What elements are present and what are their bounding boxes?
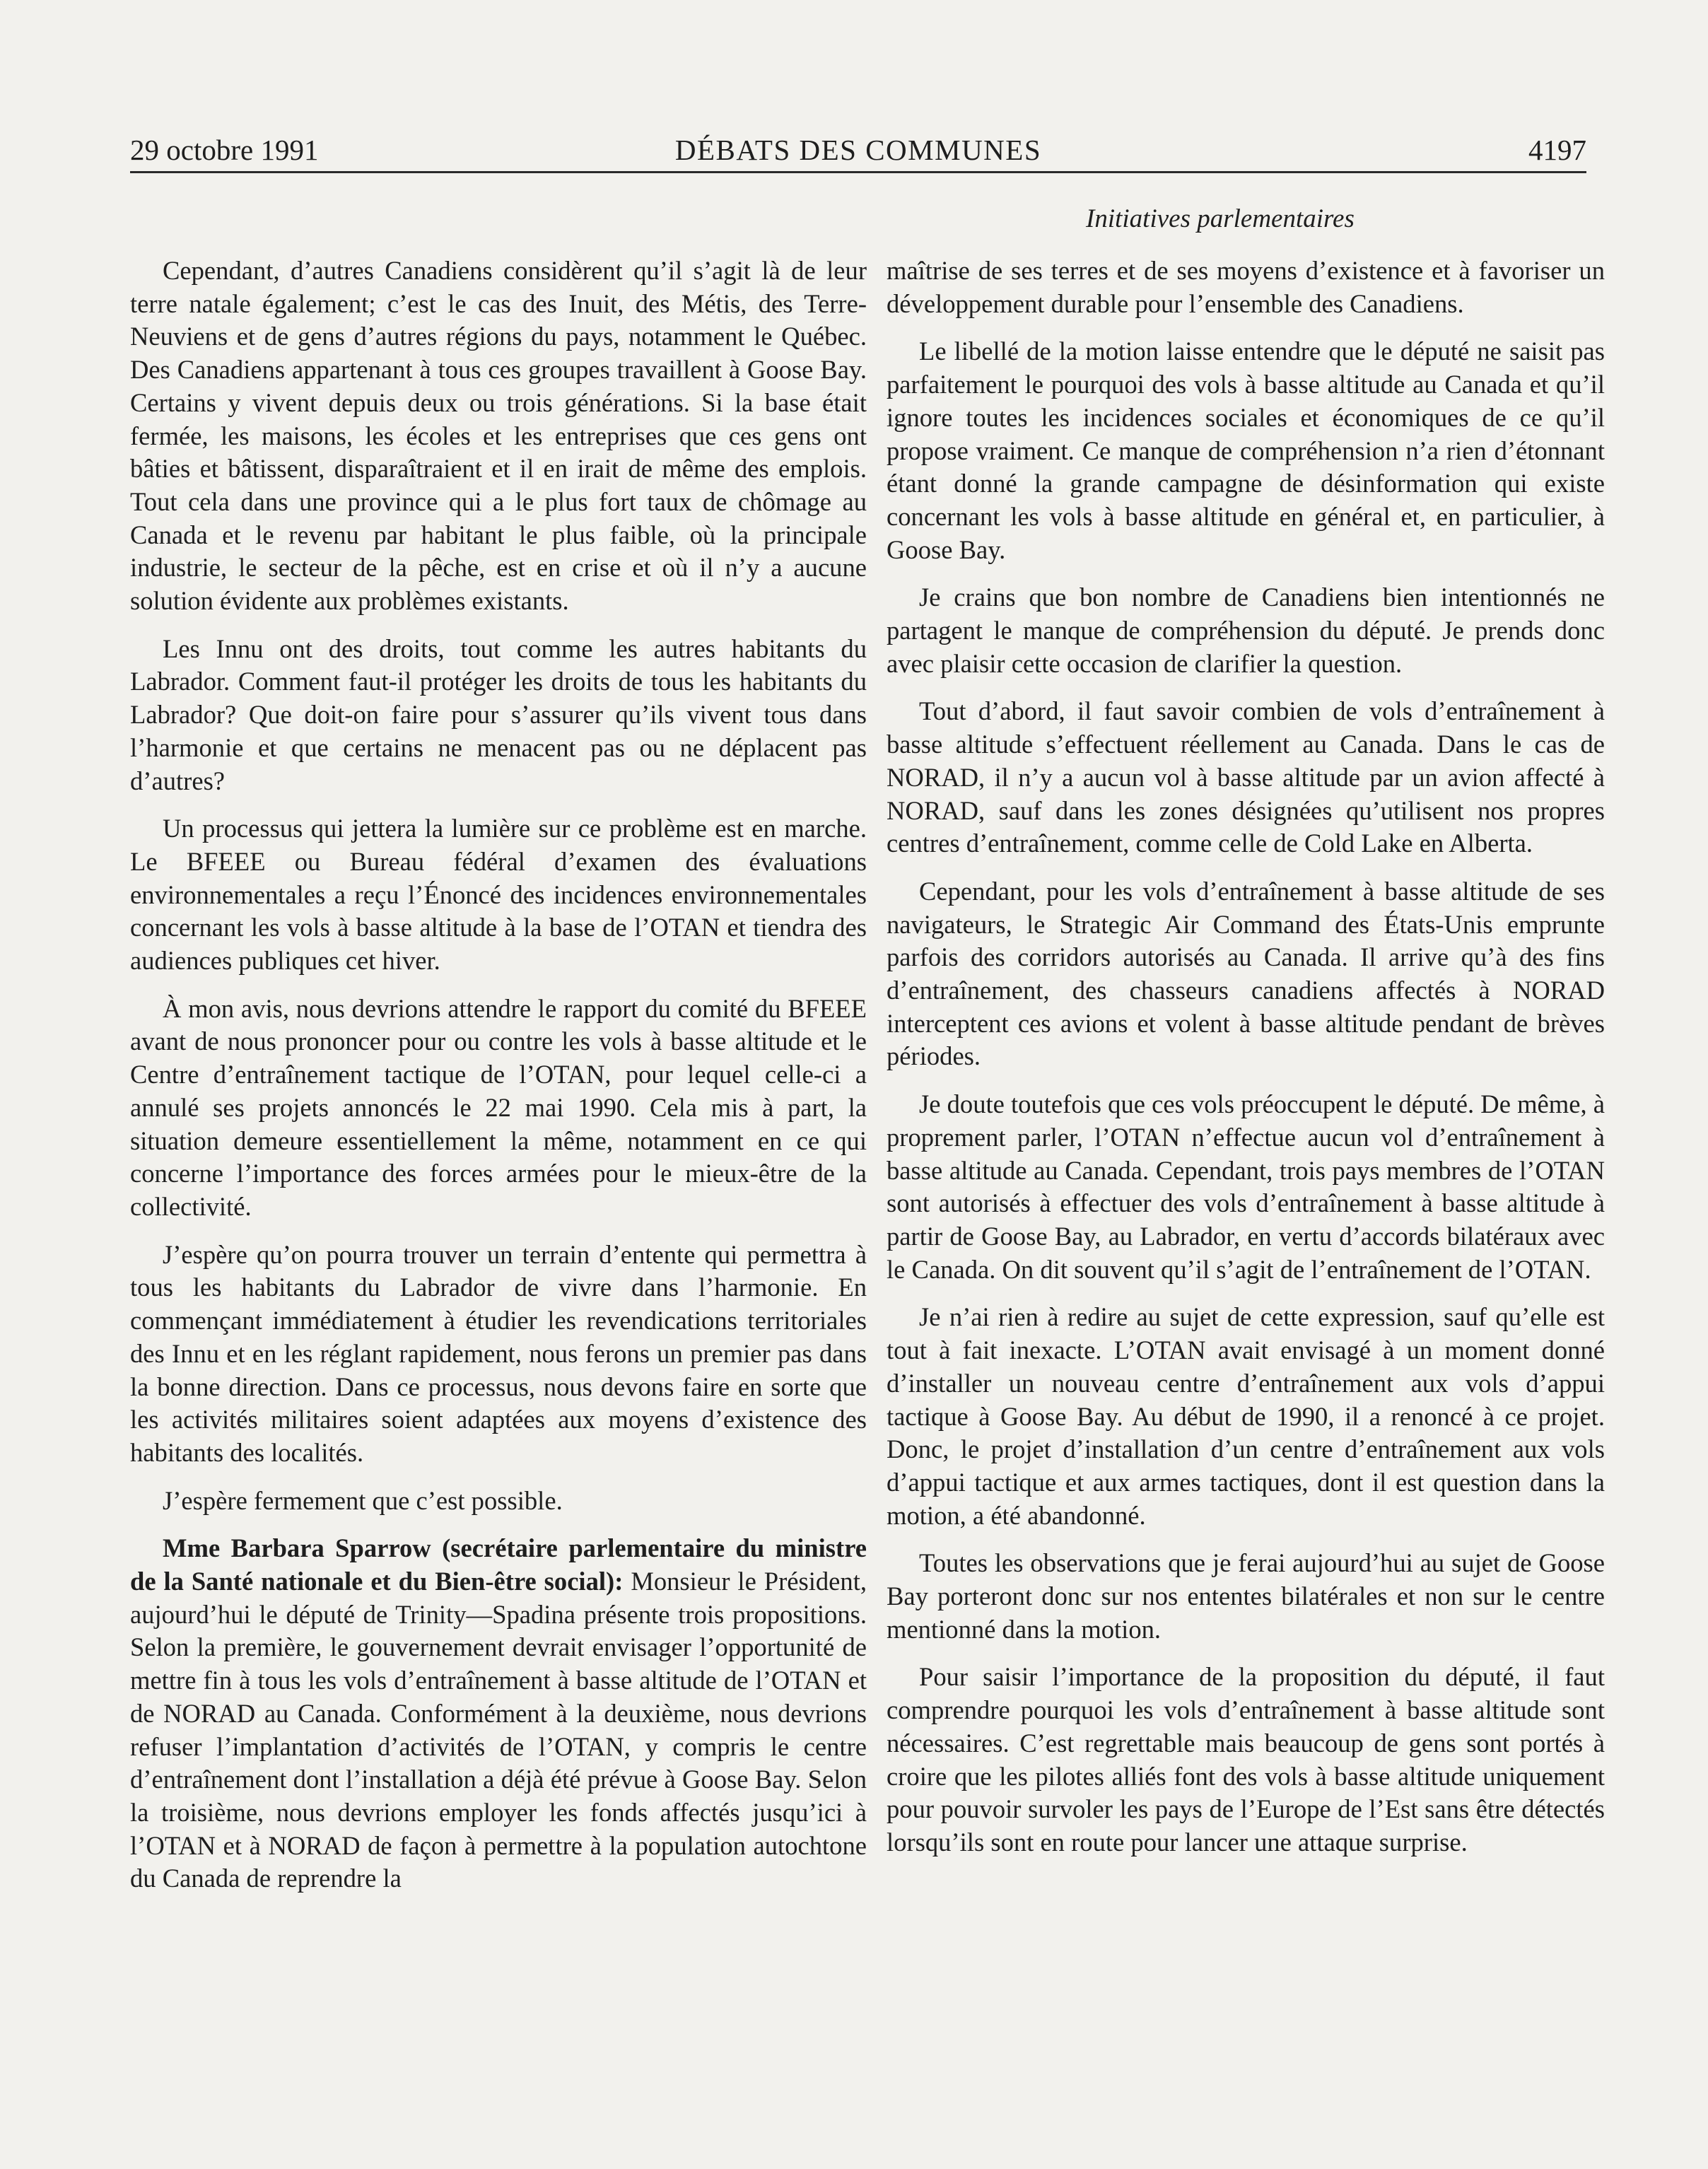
header-rule <box>130 171 1586 173</box>
paragraph: Un processus qui jettera la lumière sur ce problème est en marche. Le BFEEE ou Bureau fédéral d’examen des évaluations environnementales a reçu l’Énoncé des incidences environnementales concernant les vols à basse altitude à la base de l’OTAN et tiendra des audiences publiques cet hiver. <box>130 814 867 976</box>
page-number: 4197 <box>1528 134 1586 166</box>
paragraph: Tout d’abord, il faut savoir combien de vols d’entraînement à basse altitude s’effectuent réellement au Canada. Dans le cas de NORAD, il n’y a aucun vol à basse altitude par un avion affecté à NORAD, sauf dans les zones désignées qu’utilisent nos propres centres d’entraînement, comme celle de Cold Lake en Alberta. <box>887 696 1605 858</box>
paragraph-continued: maîtrise de ses terres et de ses moyens d’existence et à favoriser un développement durable pour l’ensemble des Canadiens. <box>887 256 1605 318</box>
speech-text: Monsieur le Président, aujourd’hui le député de Trinity—Spadina présente trois propositions. Selon la première, le gouvernement devrait envisager l’opportunité de mettre fin à tous les vols d’entraînement à basse altitude de l’OTAN et de NORAD au Canada. Conformément à la deuxième, nous devrions refuser l’implantation d’activités de l’OTAN, y compris le centre d’entraînement dont l’installation a déjà été prévue à Goose Bay. Selon la troisième, nous devrions employer les fonds affectés jusqu’ici à l’OTAN et à NORAD de façon à permettre à la population autochtone du Canada de reprendre la <box>130 1567 867 1893</box>
paragraph: Cependant, d’autres Canadiens considèrent qu’il s’agit là de leur terre natale également; c’est le cas des Inuit, des Métis, des Terre-Neuviens et de gens d’autres régions du pays, notamment le Québec. Des Canadiens appartenant à tous ces groupes travaillent à Goose Bay. Certains y vivent depuis deux ou trois générations. Si la base était fermée, les maisons, les écoles et les entreprises que ces gens ont bâties et bâtissent, disparaîtraient et il en irait de même des emplois. Tout cela dans une province qui a le plus fort taux de chômage au Canada et le revenu par habitant le plus faible, où la principale industrie, le secteur de la pêche, est en crise et où il n’y a aucune solution évidente aux problèmes existants. <box>130 256 867 616</box>
paragraph: Le libellé de la motion laisse entendre que le député ne saisit pas parfaitement le pourquoi des vols à basse altitude au Canada et qu’il ignore toutes les incidences sociales et économiques de ce qu’il propose vraiment. Ce manque de compréhension n’a rien d’étonnant étant donné la grande campagne de désinformation qui existe concernant les vols à basse altitude en général et, en particulier, à Goose Bay. <box>887 337 1605 564</box>
header-title: DÉBATS DES COMMUNES <box>674 134 1042 166</box>
paragraph: Les Innu ont des droits, tout comme les autres habitants du Labrador. Comment faut-il protéger les droits de tous les habitants du Labrador? Que doit-on faire pour s’assurer qu’ils vivent tous dans l’harmonie et que certains ne menacent pas ou ne déplacent pas d’autres? <box>130 633 867 795</box>
paragraph: Pour saisir l’importance de la proposition du député, il faut comprendre pourquoi les vols d’entraînement à basse altitude sont nécessaires. C’est regrettable mais beaucoup de gens sont portés à croire que les pilotes alliés font des vols à basse altitude uniquement pour pouvoir survoler les pays de l’Europe de l’Est sans être détectés lorsqu’ils sont en route pour lancer une attaque surprise. <box>887 1662 1605 1857</box>
paragraph: J’espère fermement que c’est possible. <box>163 1485 563 1515</box>
paragraph: Toutes les observations que je ferai aujourd’hui au sujet de Goose Bay porteront donc sur nos ententes bilatérales et non sur le centre mentionné dans la motion. <box>887 1548 1605 1644</box>
paragraph: Je n’ai rien à redire au sujet de cette expression, sauf qu’elle est tout à fait inexacte. L’OTAN avait envisagé à un moment donné d’installer un nouveau centre d’entraînement aux vols d’appui tactique à Goose Bay. Au début de 1990, il a renoncé à ce projet. Donc, le projet d’installation d’un centre d’entraînement aux vols d’appui tactique et aux armes tactiques, dont il est question dans la motion, a été abandonné. <box>887 1302 1605 1530</box>
right-column <box>887 255 1605 2022</box>
speech-paragraph <box>130 1532 867 1895</box>
paragraph: À mon avis, nous devrions attendre le rapport du comité du BFEEE avant de nous prononcer pour ou contre les vols à basse altitude et le Centre d’entraînement tactique de l’OTAN, pour lequel celle-ci a annulé ses projets annoncés le 22 mai 1990. Cela mis à part, la situation demeure essentiellement la même, notamment en ce qui concerne l’importance des forces armées pour le mieux-être de la collectivité. <box>130 993 867 1221</box>
paragraph: Cependant, pour les vols d’entraînement à basse altitude de ses navigateurs, le Strategic Air Command des États-Unis emprunte parfois des corridors autorisés au Canada. Il arrive qu’à des fins d’entraînement, des chasseurs canadiens affectés à NORAD interceptent ces avions et volent à basse altitude pendant de brèves périodes. <box>887 876 1605 1071</box>
paragraph: Je doute toutefois que ces vols préoccupent le député. De même, à proprement parler, l’OTAN n’effectue aucun vol d’entraînement à basse altitude au Canada. Cependant, trois pays membres de l’OTAN sont autorisés à effectuer des vols d’entraînement à basse altitude à partir de Goose Bay, au Labrador, en vertu d’accords bilatéraux avec le Canada. On dit souvent qu’il s’agit de l’entraînement de l’OTAN. <box>887 1089 1605 1284</box>
paragraph: Je crains que bon nombre de Canadiens bien intentionnés ne partagent le manque de compréhension du député. Je prends donc avec plaisir cette occasion de clarifier la question. <box>887 583 1605 678</box>
left-column <box>130 255 867 2022</box>
running-header <box>130 131 1586 168</box>
speaker-name: Mme Barbara Sparrow (secrétaire parlementaire du ministre de la Santé nationale et du Bien-être social): <box>130 1533 867 1596</box>
section-label: Initiatives parlementaires <box>1086 204 1355 233</box>
paragraph: J’espère qu’on pourra trouver un terrain d’entente qui permettra à tous les habitants du Labrador de vivre dans l’harmonie. En commençant immédiatement à étudier les revendications territoriales des Innu et en les réglant rapidement, nous ferons un premier pas dans la bonne direction. Dans ce processus, nous devons faire en sorte que les activités militaires soient adaptées aux moyens d’existence des habitants des localités. <box>130 1239 867 1467</box>
header-date: 29 octobre 1991 <box>130 134 319 166</box>
